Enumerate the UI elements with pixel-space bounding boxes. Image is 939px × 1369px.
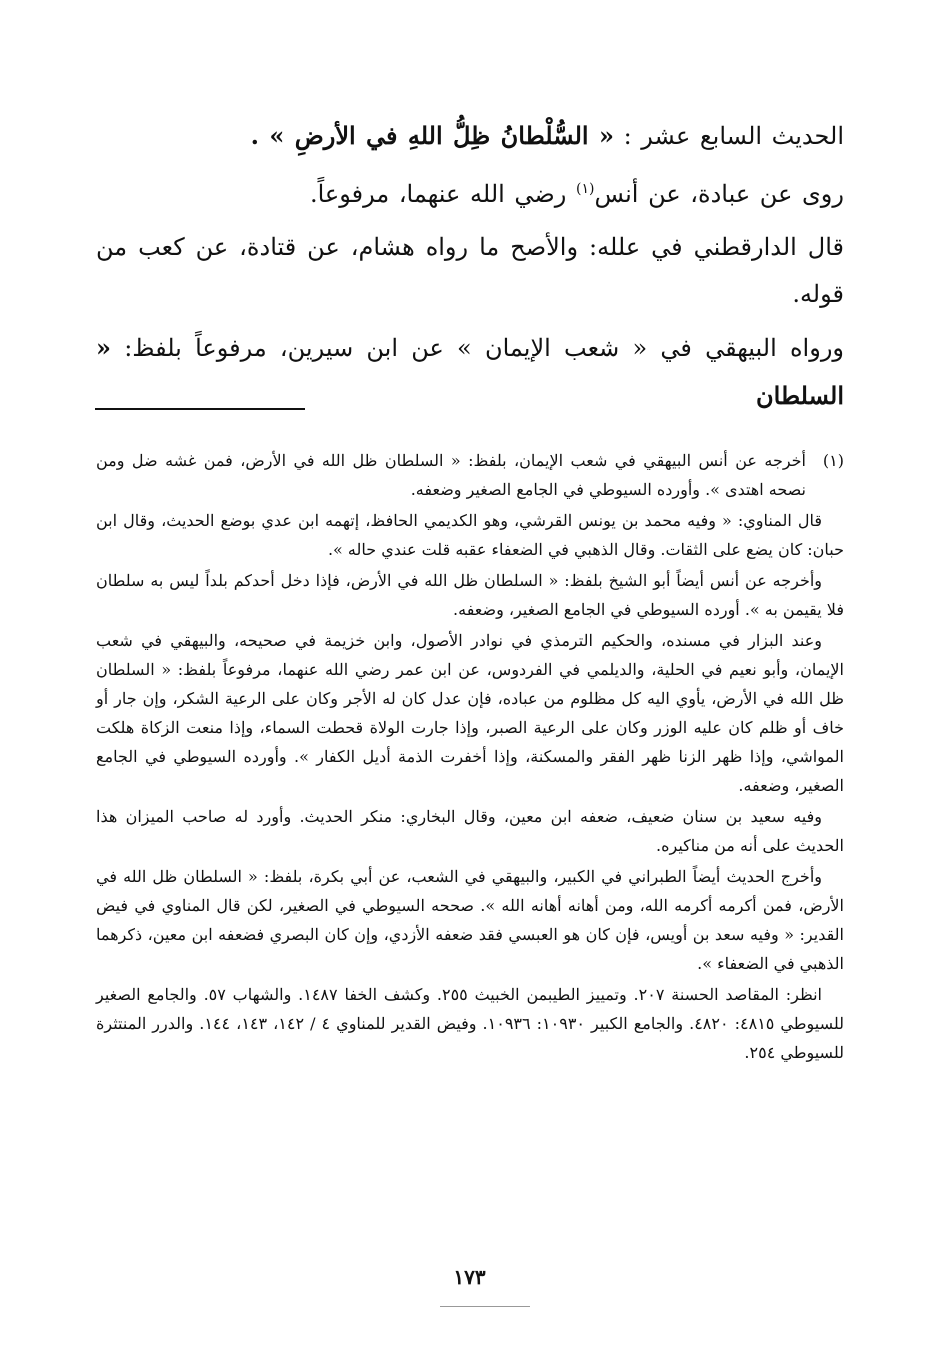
paragraph-3 (96, 324, 844, 420)
footnote-1 (96, 446, 844, 504)
footnote-1-text: أخرجه عن أنس البيهقي في شعب الإيمان، بلفظ: « السلطان ظل الله في الأرض، فمن غشه ضل ومن نصحه اهتدى ». وأورده السيوطي في الجامع الصغير وضعفه. (96, 451, 806, 499)
p1-before: روى عن عبادة، عن أنس (594, 180, 844, 208)
footnote-para-3: وأخرجه عن أنس أيضاً أبو الشيخ بلفظ: « السلطان ظل الله في الأرض، فإذا دخل أحدكم بلداً ليس به سلطان فلا يقيمن به ». أورده السيوطي في الجامع الصغير، وضعفه. (96, 571, 844, 619)
heading-prefix: الحديث السابع عشر : (613, 122, 844, 150)
p3-before: ورواه البيهقي في « شعب الإيمان » عن ابن سيرين، مرفوعاً بلفظ: (111, 334, 844, 362)
p1-after: رضي الله عنهما، مرفوعاً. (309, 180, 577, 208)
bottom-rule (440, 1306, 530, 1307)
footnote-para-6: وأخرج الحديث أيضاً الطبراني في الكبير، والبيهقي في الشعب، عن أبي بكرة، بلفظ: « السلطان ظل الله في الأرض، فمن أكرمه أكرمه الله، ومن أهانه أهانه الله ». صححه السيوطي في الصغير، لكن قال المناوي في فيض القدير: « وفيه سعد بن أويس، فإن كان هو العبسي فقد ضعفه الأزدي، وإن كان البصري فضعفه ابن معين، ذكرهما الذهبي في الضعفاء ». (96, 867, 844, 973)
paragraph-1 (96, 166, 844, 218)
footnote-separator (95, 408, 305, 410)
p3-bold: « السلطان (96, 333, 844, 410)
footnote-marker: (١) (822, 451, 844, 470)
heading-quote: « السُّلْطانُ ظِلُّ اللهِ في الأرضِ » . (250, 121, 614, 150)
footnote-para-5: وفيه سعيد بن سنان ضعيف، ضعفه ابن معين، وقال البخاري: منكر الحديث. وأورد له صاحب الميزان هذا الحديث على أنه من مناكيره. (96, 807, 844, 855)
footnotes (96, 446, 844, 1067)
footnote-para-4: وعند البزار في مسنده، والحكيم الترمذي في نوادر الأصول، وابن خزيمة في صحيحه، والبيهقي في شعب الإيمان، وأبو نعيم في الحلية، والديلمي في الفردوس، عن ابن عمر رضي الله عنهما، مرفوعاً بلفظ: « السلطان ظل الله في الأرض، يأوي اليه كل مظلوم من عباده، فإن عدل كان له الأجر وكان على الرعية الشكر، وإن جار أو خاف أو ظلم كان عليه الوزر وكان على الرعية الصبر، وإذا جارت الولاة قحطت السماء، وإذا منعت الزكاة هلكت المواشي، وإذا ظهر الزنا ظهر الفقر والمسكنة، وإذا أخفرت الذمة أديل الكفار ». وأورده السيوطي في الجامع الصغير، وضعفه. (96, 631, 845, 795)
footnote-para-7: انظر: المقاصد الحسنة ٢٠٧. وتمييز الطيبمن الخبيث ٢٥٥. وكشف الخفا ١٤٨٧. والشهاب ٥٧. والجامع الصغير للسيوطي ٤٨١٥: ٤٨٢٠. والجامع الكبير ١٠٩٣٠: ١٠٩٣٦. وفيض القدير للمناوي ٤ / ١٤٢، ١٤٣، ١٤٤. والدرر المنتثرة للسيوطي ٢٥٤. (96, 985, 845, 1062)
footnote-ref[interactable]: (١) (576, 181, 595, 197)
page-number: ١٧٣ (453, 1265, 486, 1289)
hadith-heading (96, 112, 844, 160)
paragraph-2: قال الدارقطني في علله: والأصح ما رواه هشام، عن قتادة، عن كعب من قوله. (96, 233, 844, 308)
footnote-para-2: قال المناوي: « وفيه محمد بن يونس القرشي، وهو الكديمي الحافظ، إتهمه ابن عدي بوضع الحديث، وقال ابن حبان: كان يضع على الثقات. وقال الذهبي في الضعفاء عقبه قلت عندي حاله ». (96, 511, 844, 559)
main-text (96, 112, 844, 420)
